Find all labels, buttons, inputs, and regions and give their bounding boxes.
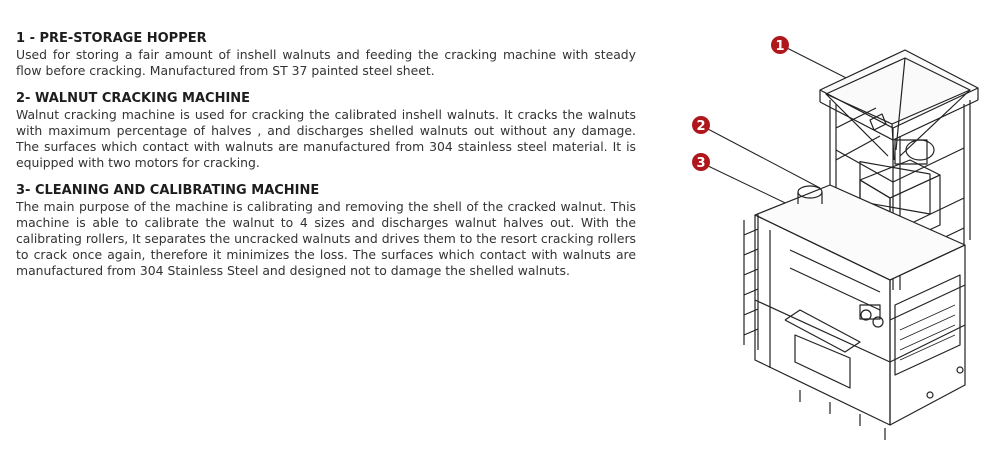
callout-3-badge — [692, 153, 710, 171]
callout-2-label: 2 — [696, 119, 706, 134]
callout-3-label: 3 — [696, 156, 706, 171]
section-cleaning-calibrating-machine — [16, 183, 636, 279]
section-body: Used for storing a fair amount of inshell walnuts and feeding the cracking machine with steady flow before cracking. Manufactured from ST 37 painted steel sheet. — [16, 47, 636, 78]
description-column — [16, 31, 636, 291]
callout-1-badge — [771, 36, 789, 54]
section-title: 3- CLEANING AND CALIBRATING MACHINE — [16, 183, 320, 198]
base-machine-drawing — [755, 185, 965, 440]
callout-2-badge — [692, 116, 710, 134]
machine-line-drawing — [680, 20, 990, 460]
callout-2-leader — [706, 128, 820, 188]
callout-1-label: 1 — [775, 39, 785, 54]
ladder-drawing — [744, 214, 758, 350]
hopper-drawing — [820, 50, 978, 160]
section-title: 2- WALNUT CRACKING MACHINE — [16, 91, 251, 106]
section-pre-storage-hopper — [16, 31, 636, 79]
section-body: The main purpose of the machine is calibrating and removing the shell of the cracked walnut. This machine is able to calibrate the walnut to 4 sizes and discharges walnut halves out. With the calibrating rollers, It separates the uncracked walnuts and drives them to the resort cracking rollers to crack once again, therefore it minimizes the loss. The surfaces which contact with walnuts are manufactured from 304 Stainless Steel and designed not to damage the shelled walnuts. — [16, 199, 636, 278]
section-body: Walnut cracking machine is used for cracking the calibrated inshell walnuts. It cracks the walnuts with maximum percentage of halves , and discharges shelled walnuts out without any damage. The surfaces which contact with walnuts are manufactured from 304 stainless steel material. It is equipped with two motors for cracking. — [16, 107, 636, 170]
section-walnut-cracking-machine — [16, 91, 636, 171]
section-title: 1 - PRE-STORAGE HOPPER — [16, 31, 207, 46]
